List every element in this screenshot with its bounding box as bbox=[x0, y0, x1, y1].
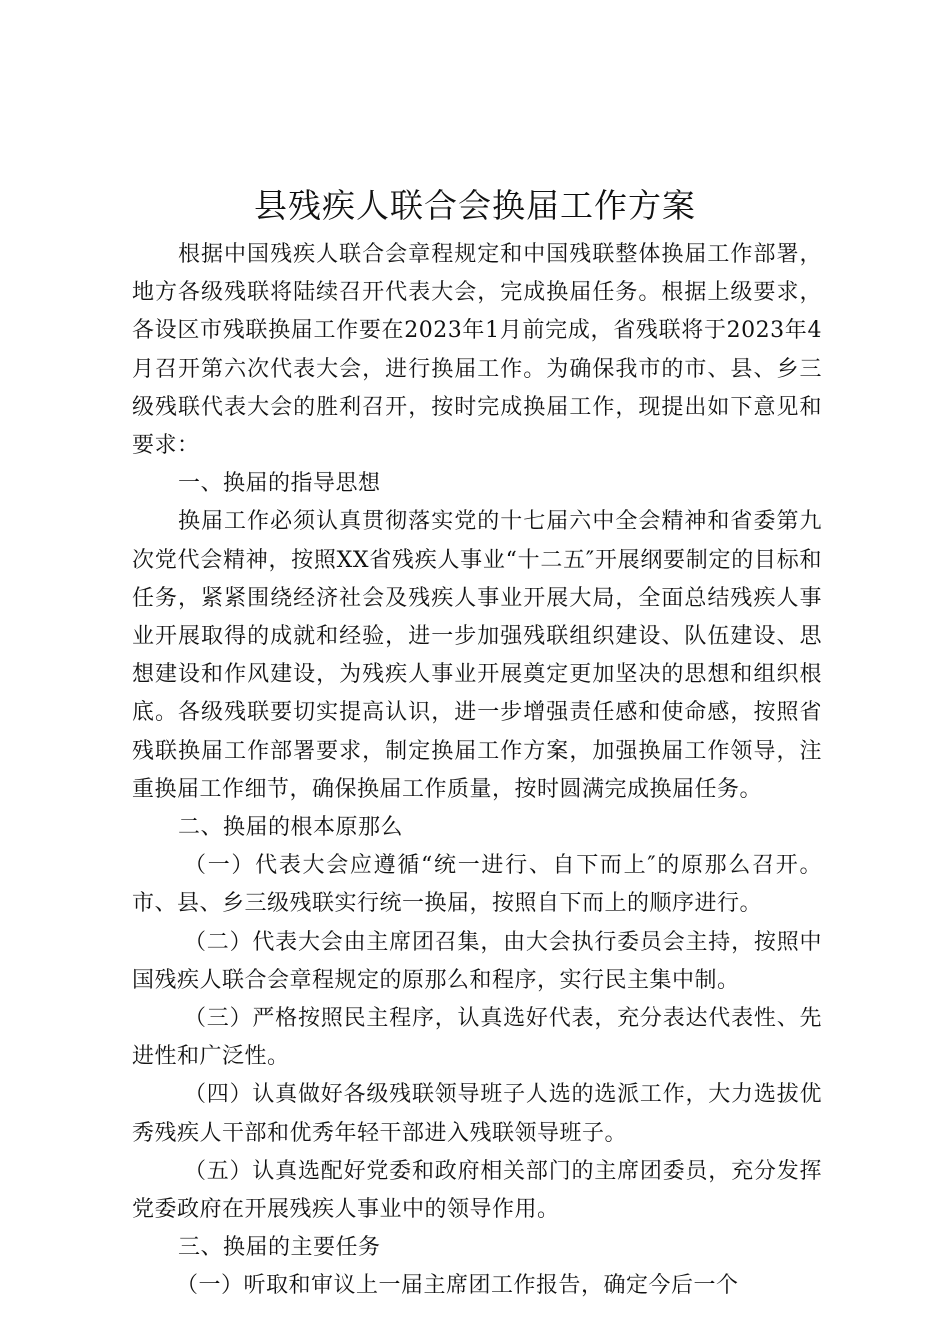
section-2-item-5: （五）认真选配好党委和政府相关部门的主席团委员，充分发挥党委政府在开展残疾人事业中的领导作用。 bbox=[132, 1158, 822, 1223]
document-title: 县残疾人联合会换届工作方案 bbox=[254, 186, 696, 225]
section-1-heading: 一、换届的指导思想 bbox=[178, 471, 381, 497]
section-2-item-3: （三）严格按照民主程序，认真选好代表，充分表达代表性、先进性和广泛性。 bbox=[132, 1006, 822, 1070]
section-2-item-2: （二）代表大会由主席团召集，由大会执行委员会主持，按照中国残疾人联合会章程规定的原那么和程序，实行民主集中制。 bbox=[132, 929, 822, 993]
section-2-heading: 二、换届的根本原那么 bbox=[178, 815, 404, 841]
section-2-item-1: （一）代表大会应遵循“统一进行、自下而上″的原那么召开。市、县、乡三级残联实行统一换届，按照自下而上的顺序进行。 bbox=[132, 853, 822, 917]
document-body bbox=[132, 236, 822, 1306]
intro-paragraph: 根据中国残疾人联合会章程规定和中国残联整体换届工作部署，地方各级残联将陆续召开代表大会，完成换届任务。根据上级要求，各设区市残联换届工作要在2023年1月前完成，省残联将于2023年4月召开第六次代表大会，进行换届工作。为确保我市的市、县、乡三级残联代表大会的胜利召开，按时完成换届工作，现提出如下意见和要求： bbox=[132, 242, 822, 459]
section-2-item-4: （四）认真做好各级残联领导班子人选的选派工作，大力选拔优秀残疾人干部和优秀年轻干部进入残联领导班子。 bbox=[132, 1082, 822, 1146]
section-3-heading: 三、换届的主要任务 bbox=[178, 1235, 381, 1261]
section-1-paragraph: 换届工作必须认真贯彻落实党的十七届六中全会精神和省委第九次党代会精神，按照XX省残疾人事业“十二五″开展纲要制定的目标和任务，紧紧围绕经济社会及残疾人事业开展大局，全面总结残疾人事业开展取得的成就和经验，进一步加强残联组织建设、队伍建设、思想建设和作风建设，为残疾人事业开展奠定更加坚决的思想和组织根底。各级残联要切实提高认识，进一步增强责任感和使命感，按照省残联换届工作部署要求，制定换届工作方案，加强换届工作领导，注重换届工作细节，确保换届工作质量，按时圆满完成换届任务。 bbox=[132, 509, 822, 802]
section-3-item-1: （一）听取和审议上一届主席团工作报告，确定今后一个 bbox=[176, 1273, 739, 1299]
